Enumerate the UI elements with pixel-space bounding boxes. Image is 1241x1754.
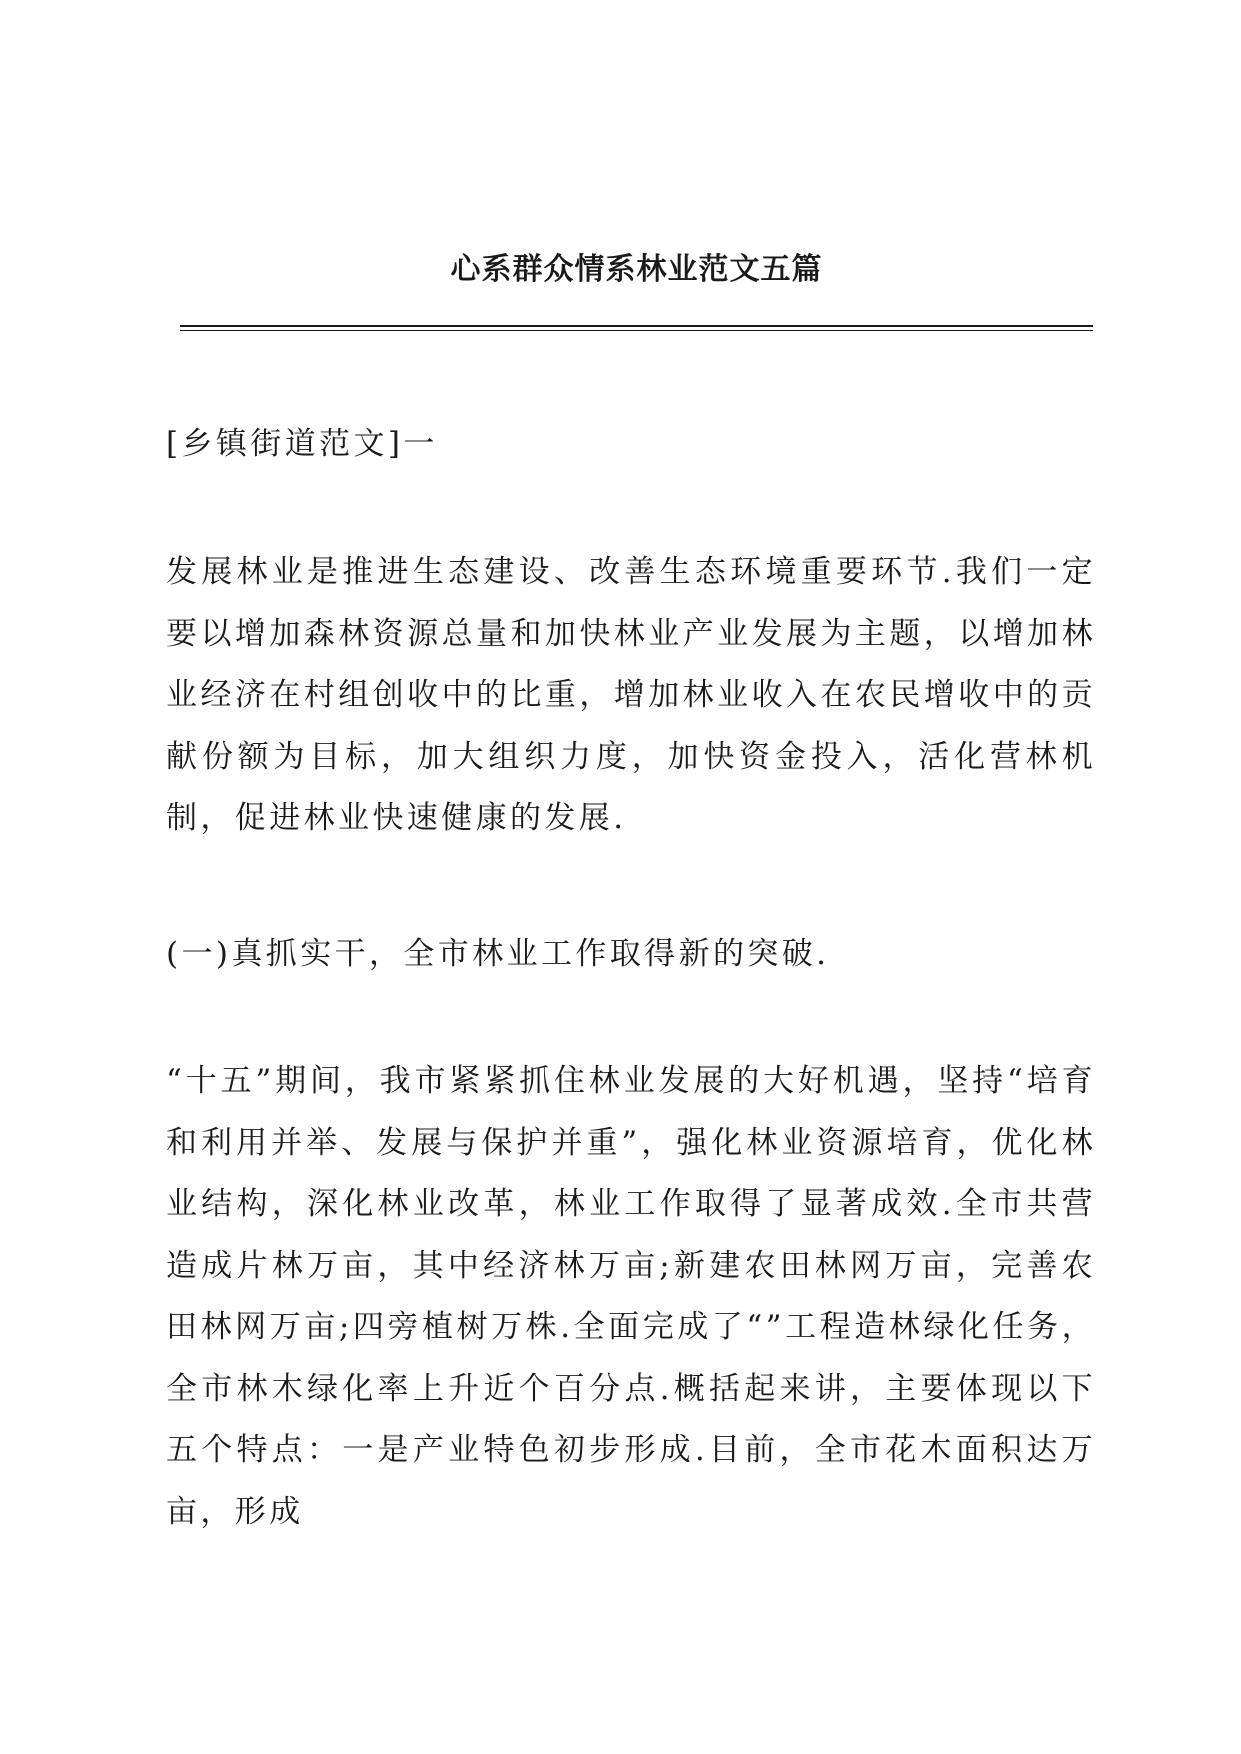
section-label: [乡镇街道范文]一 xyxy=(166,426,438,462)
body-paragraph: “十五”期间，我市紧紧抓住林业发展的大好机遇，坚持“培育和利用并举、发展与保护并重”，强化林业资源培育，优化林业结构，深化林业改革，林业工作取得了显著成效.全市共营造成片林万亩，其中经济林万亩;新建农田林网万亩，完善农田林网万亩;四旁植树万株.全面完成了“”工程造林绿化任务，全市林木绿化率上升近个百分点.概括起来讲，主要体现以下五个特点：一是产业特色初步形成.目前，全市花木面积达万亩，形成 xyxy=(166,1063,1096,1530)
title-double-rule xyxy=(180,325,1093,331)
section-heading: (一)真抓实干，全市林业工作取得新的突破. xyxy=(166,936,830,972)
intro-paragraph: 发展林业是推进生态建设、改善生态环境重要环节.我们一定要以增加森林资源总量和加快林业产业发展为主题，以增加林业经济在村组创收中的比重，增加林业收入在农民增收中的贡献份额为目标，加大组织力度，加快资金投入，活化营林机制，促进林业快速健康的发展. xyxy=(166,554,1096,836)
document-title: 心系群众情系林业范文五篇 xyxy=(450,252,823,287)
